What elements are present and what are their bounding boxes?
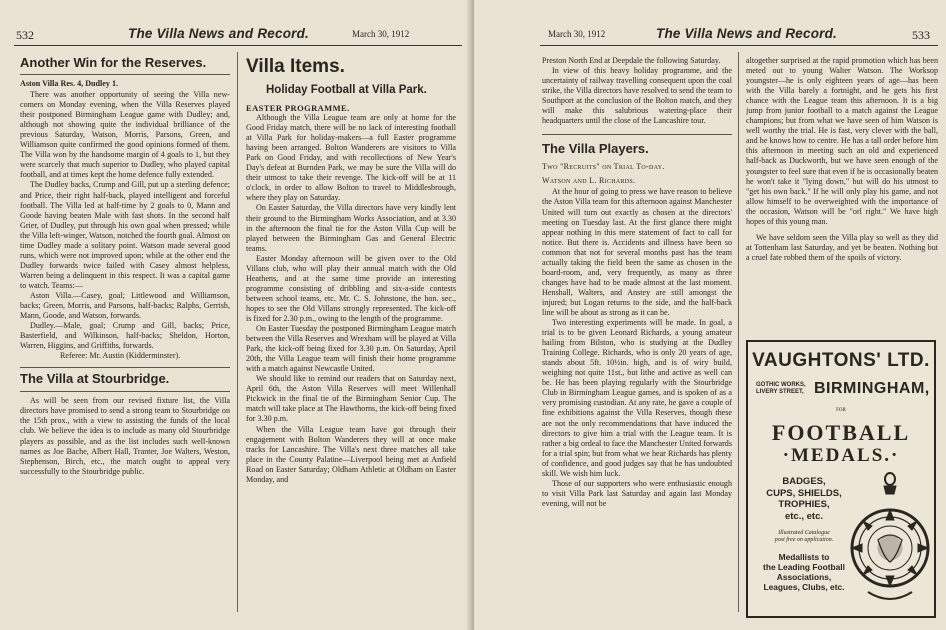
stourbridge-heading: The Villa at Stourbridge.: [20, 371, 170, 387]
reserves-paragraph: There was another opportunity of seeing the Villa new-comers on Monday evening, when the Villa Reserves played their postponed Birmingham League game with Dudley; and, although not showing quite the individual brilliance of the previous Saturday, Watson, Morris, Parsons, Green, and Williamson quite confirmed the good opinions formed of them. The Villa won by the handsome margin of 4 goals to 1, but they were scarcely that much superior to Dudley, who played capital football, and at times kept the home defence fully extended.: [20, 90, 230, 180]
left-column-1: [20, 52, 230, 618]
ad-item: etc., etc.: [784, 510, 824, 522]
left-column-rule: [237, 52, 238, 612]
ad-catalogue-line: Illustrated Catalogue: [778, 530, 830, 536]
tottenham-paragraph: We have seldom seen the Villa play so well as they did at Tottenham last Saturday, and yet be beaten. Nothing but a cruel fate robbed them of the spoils of victory.: [746, 232, 938, 262]
section-rule: [542, 134, 732, 135]
match-subhead: Aston Villa Res. 4, Dudley 1.: [20, 79, 119, 88]
villa-team-list: Aston Villa.—Casey, goal; Littlewood and Williamson, backs; Green, Morris, and Parsons, half-backs; Ralphs, Gerrish, Mann, Goode, and Watson, forwards.: [20, 290, 230, 321]
reserves-paragraph: The Dudley backs, Crump and Gill, put up a sterling defence; and Price, their right half-back, played intelligent and forceful football. The Villa led at half-time by 2 goals to 0, Mann and Goode having beaten Male with fast shots. In the second half Grier, of Dudley, put through his own goal when pressed; while the Villa left-winger, Watson, notched the fourth goal. Almost on time Dudley made a solitary point. Watson made several good runs, which were not improved upon; while at the other end the Dudley forwards twice failed with Casey almost helpless, Warren being a delinquent in this respect. It was a capital game to watch. Teams:—: [20, 180, 230, 290]
villa-items-paragraph: On Easter Tuesday the postponed Birmingham League match between the Villa Reserves and Wrexham will be played at Villa Park, the kick-off being fixed for 3.30 p.m. On Saturday, April 20th, the Villa League team will finish their home programme with a match against Newcastle United.: [246, 324, 456, 374]
dudley-team-list: Dudley.—Male, goal; Crump and Gill, backs; Price, Basterfield, and Wilkinson, half-backs; Sheldon, Horton, Warren, Higgins, and Griffiths, forwards.: [20, 321, 230, 351]
players-paragraph: Two interesting experiments will be made. In goal, a trial is to be given Leonard Richards, a young amateur hailing from Bilston, who is studying at the Dudley Training College. Richards, who is only 20 years of age, stands about 5ft. 10½in. high, and is of wiry build, weighing not quite 11st., but lithe and active as well can be. He has been playing regularly with the Stourbridge Club in Birmingham League games, and is spoken of as a very promising custodian. At any rate, he gave a couple of fine exhibitions against the Villa Reserves, though these are not the only recommendations that have induced the directors to give him a trial with the League team. It is rather a big ordeal to face the Manchester United forwards for a trial spin; but from what we hear Richards has plenty of confidence, and good judges say that he has undoubted skill. We wish him luck.: [542, 318, 732, 478]
ad-medallists-line: Leagues, Clubs, etc.: [763, 582, 845, 592]
easter-programme-label: EASTER PROGRAMME.: [246, 103, 350, 113]
ad-catalogue-note: [754, 530, 854, 544]
referee-line: Referee: Mr. Austin (Kidderminster).: [60, 351, 181, 361]
right-column-2: [746, 56, 938, 346]
watson-paragraph: altogether surprised at the rapid promotion which has been meted out to young Walter Watson. The Worksop youngster—he is only eighteen years of age—has been with the Villa barely a fortnight, and he gets his first chance with the League team this afternoon. It is a big jump from junior football to a match against the League champions; but from what we have seen of him Watson is well worthy the trial. He is fast, very clever with the ball, and he knows how to centre. He has a tall order before him this afternoon in meeting such an old and experienced half-back as Duckworth, but we have seen enough of the youngster to feel sure that even if he is occasionally beaten he won't take it "lying down," but will do his utmost to "get his own back." If he will only play his game, and not allow himself to be overweighted with the importance of the occasion, Watson will be "orl right." We have high hopes of this young man.: [746, 56, 938, 226]
left-page: [0, 0, 472, 630]
left-header: [0, 26, 472, 44]
ad-works-address: [756, 382, 812, 396]
holiday-football-subheading: Holiday Football at Villa Park.: [266, 84, 427, 96]
ad-item: TROPHIES,: [778, 499, 830, 510]
section-rule: [20, 367, 230, 368]
left-header-title: The Villa News and Record.: [128, 26, 309, 41]
villa-players-heading: The Villa Players.: [542, 141, 649, 157]
ad-item: BADGES,: [782, 476, 826, 487]
heading-rule: [20, 391, 230, 392]
players-paragraph: Preston North End at Deepdale the following Saturday.: [542, 56, 721, 65]
players-paragraph: In view of this heavy holiday programme, and the uncertainty of railway travelling consequent upon the coal strike, the Villa directors have resolved to send the team to Southport at the conclusion of the Bolton match, and they will make this salubrious watering-place their headquarters until the close of the Lancashire tour.: [542, 66, 732, 126]
medal-illustration-icon: [848, 470, 932, 612]
recruits-subheading: Two "Recruits" on Trial To-day.: [542, 162, 665, 172]
left-page-number: 532: [16, 28, 34, 42]
left-header-rule: [14, 45, 462, 46]
ad-medallists-line: Associations,: [776, 572, 832, 582]
left-column-2: [246, 52, 456, 618]
ad-city: BIRMINGHAM,: [814, 380, 930, 397]
ad-football-title: FOOTBALL: [771, 420, 911, 445]
reserves-heading: Another Win for the Reserves.: [20, 55, 207, 70]
villa-items-paragraph: Easter Monday afternoon will be given over to the Old Villans club, who will play their annual match with the Old Heathens, and at the same time provide an interesting programme consisting of dribbling and six-a-side contests between school teams, etc. Mr. C. S. Johnstone, the hon. sec., hopes to see the Old Villans strongly represented. The kick-off is fixed for 2.30 p.m., owing to the length of the programme.: [246, 253, 456, 323]
ad-medallists-line: the Leading Football: [763, 562, 845, 572]
ad-for-label: FOR: [836, 408, 846, 413]
ad-company-name: VAUGHTONS' LTD.: [752, 350, 930, 371]
vaughtons-advertisement: [746, 340, 936, 618]
ad-works-line: LIVERY STREET,: [756, 389, 804, 395]
right-header-rule: [540, 45, 938, 46]
villa-items-paragraph: When the Villa League team have got through their engagement with Bolton Wanderers they will at once make tracks for Lancashire. The Villa's next three matches all take place in the County Palatine—Liverpool being met at Anfield Road on Easter Saturday; Oldham Athletic at Oldham on Easter Monday, and: [246, 424, 456, 484]
right-page-number: 533: [912, 28, 930, 42]
ad-item-list: [754, 476, 854, 522]
villa-items-paragraph: Although the Villa League team are only at home for the Good Friday match, there will be no lack of interesting football at Villa Park for holiday-makers—a full Easter programme having been arranged. Bolton Wanderers are visitors to Villa Park on Good Friday, and with recollections of New Year's Day's defeat at Burnden Park, we may be sure the Villa will do their utmost to take their revenge. The kick-off will be at 11 o'clock, in order to allow Bolton to travel to Middlesbrough, where they play on Saturday.: [246, 113, 456, 203]
stourbridge-paragraph: As will be seen from our revised fixture list, the Villa directors have promised to send a strong team to Stourbridge on the 15th prox., with a view to assisting the funds of the local club. We believe the idea is to include as many old Stourbridge players as possible, and as the list includes such well-known names as Joe Bache, Albert Hall, Tranter, Joe Walters, Weston, Stephenson, Birch, etc., the match ought to appeal very successfully to the Stourbridge public.: [20, 396, 230, 476]
heading-rule: [20, 74, 230, 75]
players-paragraph: At the hour of going to press we have reason to believe the Aston Villa team for this afternoon against Manchester United will turn out exactly as chosen at the directors' meeting on Tuesday last. At the first glance there might appear nothing in this mere statement of fact to call for notice. But there is. Accidents and illness have been so common that not for several months past has the team actually taking the field been the same as chosen in the board-room, and, very frequently, as many as three changes have had to be made almost at the last moment. Henshall, Walters, and Anstey are still amongst the injured; but Logan returns to the side, and the half-back line will be about as strong as it can be.: [542, 187, 732, 317]
villa-items-heading: Villa Items.: [246, 56, 345, 77]
ad-item: CUPS, SHIELDS,: [766, 487, 842, 499]
right-column-rule: [738, 52, 739, 612]
players-names: Watson and L. Richards.: [542, 176, 636, 186]
ad-works-line: GOTHIC WORKS,: [756, 382, 806, 388]
players-paragraph: Those of our supporters who were enthusiastic enough to visit Villa Park last Saturday and again last Monday evening, will not be: [542, 478, 732, 508]
left-header-date: March 30, 1912: [352, 29, 410, 39]
right-header-date: March 30, 1912: [548, 29, 606, 39]
ad-medallists-text: [754, 552, 854, 592]
villa-items-paragraph: We should like to remind our readers that on Saturday next, April 6th, the Aston Villa Reserves will meet Willenhall Pickwick in the final tie of the Birmingham Senior Cup. The match will take place at The Hawthorns, the kick-off being fixed for 3.30 p.m.: [246, 374, 456, 424]
ad-medals-title: ·MEDALS.·: [782, 445, 900, 466]
right-header-title: The Villa News and Record.: [656, 26, 837, 41]
right-column-1: [542, 56, 732, 622]
ad-catalogue-line: post free on application.: [774, 537, 834, 543]
right-header: [474, 26, 946, 44]
ad-medallists-line: Medallists to: [778, 552, 830, 562]
villa-items-paragraph: On Easter Saturday, the Villa directors have very kindly lent their ground to the Birmingham Works Association, and at 3.30 in the afternoon the final tie for the Aston Villa Cup will be played between the Birmingham Gas and General Electric teams.: [246, 203, 456, 253]
